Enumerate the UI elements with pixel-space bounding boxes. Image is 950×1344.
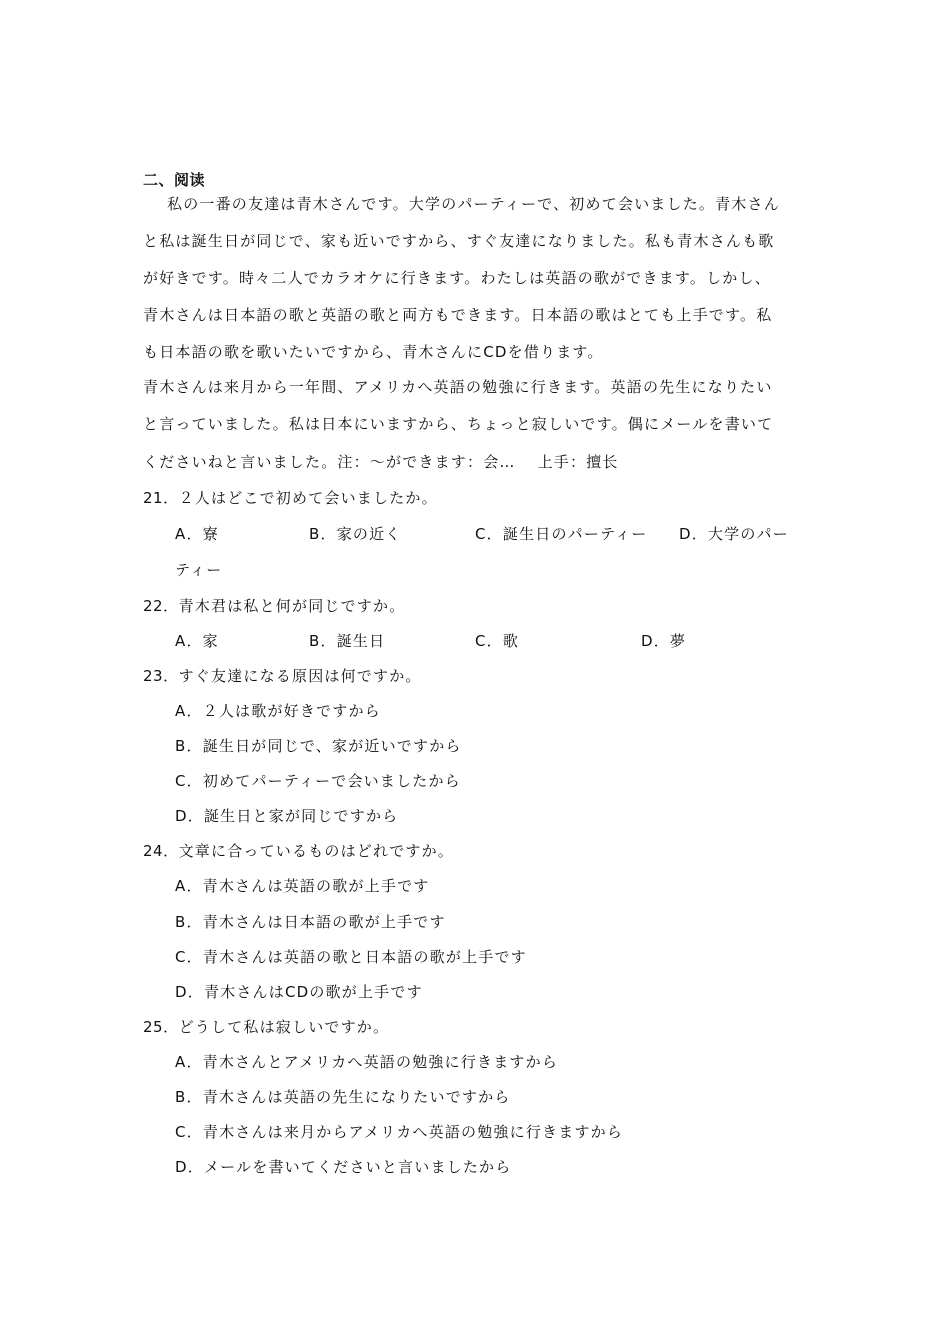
- option-21-d-continuation: ティー: [175, 561, 223, 579]
- option-24-a[interactable]: A．青木さんは英語の歌が上手です: [175, 877, 430, 895]
- option-22-c[interactable]: C．歌: [475, 632, 520, 650]
- option-23-d[interactable]: D．誕生日と家が同じですから: [175, 807, 399, 825]
- option-21-c[interactable]: C．誕生日のパーティー: [475, 525, 648, 543]
- question-number: 22．: [143, 597, 179, 615]
- question-number: 24．: [143, 842, 179, 860]
- option-25-a[interactable]: A．青木さんとアメリカへ英語の勉強に行きますから: [175, 1053, 559, 1071]
- passage-line: くださいねと言いました。注：～ができます：会…: [143, 453, 516, 471]
- question-number: 21．: [143, 489, 179, 507]
- option-21-a[interactable]: A．寮: [175, 525, 219, 543]
- option-21-d[interactable]: D．大学のパー: [679, 525, 789, 543]
- option-25-c[interactable]: C．青木さんは来月からアメリカへ英語の勉強に行きますから: [175, 1123, 624, 1141]
- question-number: 25．: [143, 1018, 179, 1036]
- option-24-d[interactable]: D．青木さんはCDの歌が上手です: [175, 983, 423, 1001]
- question-text: 青木君は私と何が同じですか。: [178, 597, 406, 615]
- option-25-d[interactable]: D．メールを書いてくださいと言いましたから: [175, 1158, 512, 1176]
- option-24-c[interactable]: C．青木さんは英語の歌と日本語の歌が上手です: [175, 948, 527, 966]
- option-22-d[interactable]: D．夢: [641, 632, 687, 650]
- question-text: ２人はどこで初めて会いましたか。: [178, 489, 438, 507]
- passage-line: が好きです。時々二人でカラオケに行きます。わたしは英語の歌ができます。しかし、: [143, 269, 771, 287]
- option-22-b[interactable]: B．誕生日: [309, 632, 386, 650]
- passage-note: 上手：擅长: [537, 453, 619, 471]
- option-22-a[interactable]: A．家: [175, 632, 219, 650]
- question-22: [143, 596, 405, 616]
- option-23-a[interactable]: A．２人は歌が好きですから: [175, 702, 381, 720]
- question-text: すぐ友達になる原因は何ですか。: [178, 667, 422, 685]
- option-25-b[interactable]: B．青木さんは英語の先生になりたいですから: [175, 1088, 511, 1106]
- question-23: [143, 666, 422, 686]
- passage-line: 青木さんは日本語の歌と英語の歌と両方もできます。日本語の歌はとても上手です。私: [143, 306, 773, 324]
- passage-line: 青木さんは来月から一年間、アメリカへ英語の勉強に行きます。英語の先生になりたい: [143, 378, 773, 396]
- option-24-b[interactable]: B．青木さんは日本語の歌が上手です: [175, 913, 446, 931]
- passage-line: 私の一番の友達は青木さんです。大学のパーティーで、初めて会いました。青木さん: [167, 195, 780, 213]
- question-21: [143, 488, 438, 508]
- passage-line: と言っていました。私は日本にいますから、ちょっと寂しいです。偶にメールを書いて: [143, 415, 774, 433]
- option-21-b[interactable]: B．家の近く: [309, 525, 402, 543]
- passage-line: と私は誕生日が同じで、家も近いですから、すぐ友達になりました。私も青木さんも歌: [143, 232, 775, 250]
- passage-line: も日本語の歌を歌いたいですから、青木さんにCDを借ります。: [143, 343, 604, 361]
- section-title: 二、阅读: [143, 171, 206, 189]
- passage-note-line: [143, 452, 619, 472]
- question-25: [143, 1017, 389, 1037]
- question-text: 文章に合っているものはどれですか。: [178, 842, 454, 860]
- question-24: [143, 841, 454, 861]
- question-text: どうして私は寂しいですか。: [178, 1018, 390, 1036]
- option-23-c[interactable]: C．初めてパーティーで会いましたから: [175, 772, 461, 790]
- option-23-b[interactable]: B．誕生日が同じで、家が近いですから: [175, 737, 462, 755]
- question-number: 23．: [143, 667, 179, 685]
